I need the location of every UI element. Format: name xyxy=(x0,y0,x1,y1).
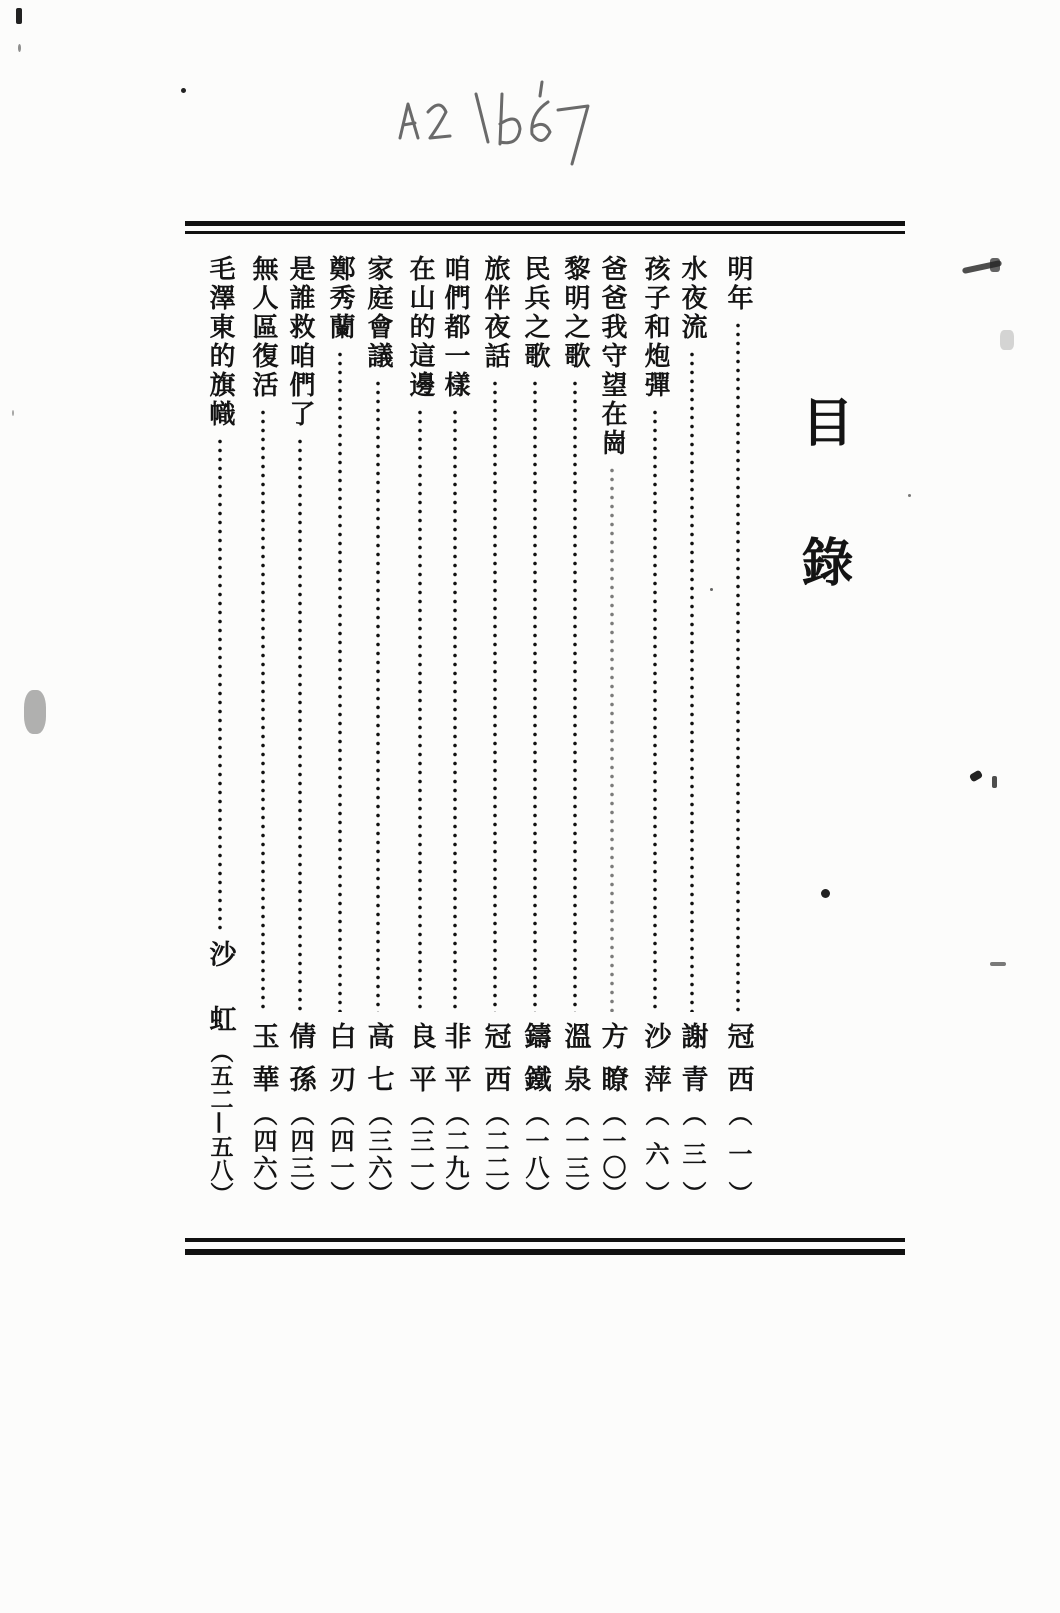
dot-leader xyxy=(416,408,424,1012)
toc-entry xyxy=(437,255,473,1205)
entry-page: （六） xyxy=(641,1102,670,1205)
entry-title: 在山的這邊 xyxy=(405,255,435,400)
entry-author: 白刃 xyxy=(324,1022,356,1092)
entry-page: （五二—五八） xyxy=(206,1040,234,1205)
entry-title: 明年 xyxy=(723,255,753,313)
scan-speck xyxy=(710,588,713,591)
scan-speck xyxy=(969,770,983,783)
entry-title: 水夜流 xyxy=(677,255,707,342)
entry-author: 沙虹 xyxy=(204,940,236,1032)
toc-entry xyxy=(720,255,756,1205)
toc-entry xyxy=(202,255,238,1205)
toc-entry xyxy=(674,255,710,1205)
entry-page: （一三） xyxy=(561,1102,590,1205)
toc-entry xyxy=(245,255,281,1205)
dot-leader xyxy=(491,379,499,1012)
entry-title: 是誰救咱們了 xyxy=(285,255,315,429)
entry-page: （四六） xyxy=(249,1102,278,1205)
top-rule-thick xyxy=(185,221,905,226)
scan-speck xyxy=(24,690,46,734)
entry-page: （三六） xyxy=(364,1102,393,1205)
entry-author: 倩孫 xyxy=(284,1022,316,1092)
entry-title: 民兵之歌 xyxy=(520,255,550,371)
toc-entry xyxy=(557,255,593,1205)
dot-leader xyxy=(608,466,616,1012)
entry-title: 無人區復活 xyxy=(248,255,278,400)
entry-page: （四一） xyxy=(326,1102,355,1205)
dot-leader xyxy=(688,350,696,1012)
scan-speck xyxy=(990,962,1006,966)
scan-speck xyxy=(18,44,21,52)
entry-title: 黎明之歌 xyxy=(560,255,590,371)
toc-entry xyxy=(360,255,396,1205)
scan-speck xyxy=(992,776,997,788)
dot-leader xyxy=(216,437,224,930)
entry-author: 高七 xyxy=(362,1022,394,1092)
entry-page: （一） xyxy=(724,1102,753,1205)
entry-author: 鑄鐵 xyxy=(519,1022,551,1092)
entry-title: 鄭秀蘭 xyxy=(325,255,355,342)
toc-entry xyxy=(594,255,630,1205)
toc-entry xyxy=(517,255,553,1205)
toc-entry xyxy=(637,255,673,1205)
toc-entry xyxy=(322,255,358,1205)
entry-title: 爸爸我守望在崗 xyxy=(597,255,627,458)
toc-entry xyxy=(282,255,318,1205)
dot-leader xyxy=(336,350,344,1012)
bottom-rule-thin xyxy=(185,1238,905,1242)
toc-entry xyxy=(477,255,513,1205)
scan-speck xyxy=(908,494,911,497)
scan-speck xyxy=(181,88,186,93)
handwritten-mark xyxy=(390,80,600,170)
dot-leader xyxy=(374,379,382,1012)
entry-page: （二二） xyxy=(481,1102,510,1205)
entry-title: 家庭會議 xyxy=(363,255,393,371)
scan-speck xyxy=(16,8,22,24)
entry-title: 咱們都一樣 xyxy=(440,255,470,400)
dot-leader xyxy=(296,437,304,1012)
toc-heading: 目錄 xyxy=(792,395,852,675)
dot-leader xyxy=(531,379,539,1012)
dot-leader xyxy=(451,408,459,1012)
entry-author: 沙萍 xyxy=(639,1022,671,1092)
entry-title: 毛澤東的旗幟 xyxy=(205,255,235,429)
entry-author: 玉華 xyxy=(247,1022,279,1092)
entry-page: （四三） xyxy=(286,1102,315,1205)
scan-speck xyxy=(1000,330,1014,350)
entry-author: 方瞭 xyxy=(596,1022,628,1092)
entry-author: 非平 xyxy=(439,1022,471,1092)
scan-speck xyxy=(12,410,14,416)
entry-author: 冠西 xyxy=(479,1022,511,1092)
entry-title: 孩子和炮彈 xyxy=(640,255,670,400)
dot-leader xyxy=(571,379,579,1012)
entry-page: （三一） xyxy=(406,1102,435,1205)
toc-entry xyxy=(402,255,438,1205)
entry-author: 冠西 xyxy=(722,1022,754,1092)
dot-leader xyxy=(259,408,267,1012)
entry-page: （一〇） xyxy=(598,1102,627,1205)
entry-author: 謝青 xyxy=(676,1022,708,1092)
entry-title: 旅伴夜話 xyxy=(480,255,510,371)
scan-speck xyxy=(990,258,1000,272)
entry-page: （二九） xyxy=(441,1102,470,1205)
entry-author: 良平 xyxy=(404,1022,436,1092)
entry-author: 溫泉 xyxy=(559,1022,591,1092)
bottom-rule-thick xyxy=(185,1249,905,1255)
entry-page: （一八） xyxy=(521,1102,550,1205)
scan-speck xyxy=(821,889,830,898)
dot-leader xyxy=(651,408,659,1012)
entry-page: （三） xyxy=(678,1102,707,1205)
dot-leader xyxy=(734,321,742,1012)
top-rule-thin xyxy=(185,231,905,234)
